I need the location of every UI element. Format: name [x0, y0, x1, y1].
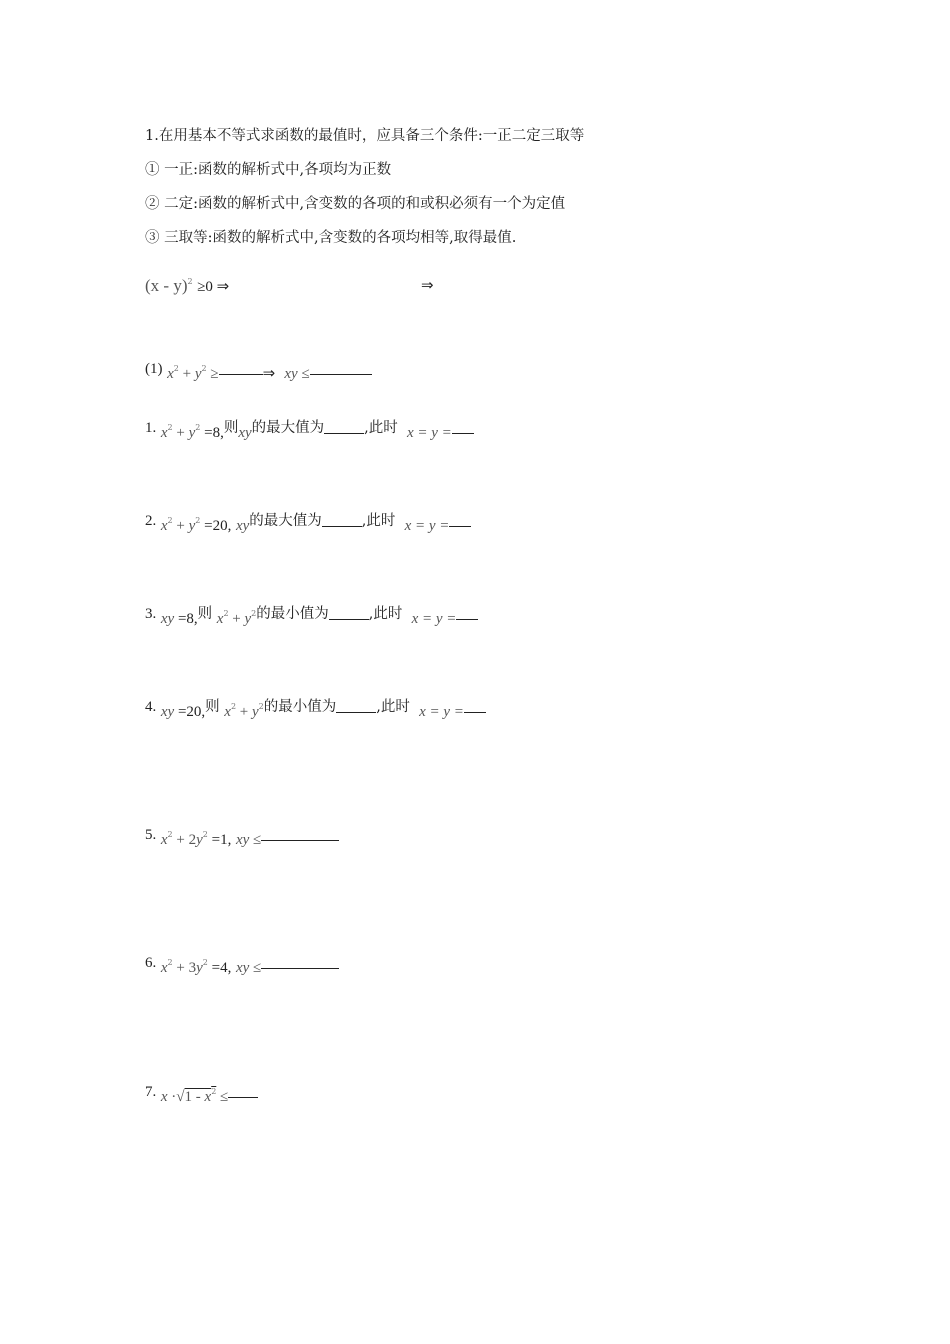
- ask-text: 的最大值为: [251, 420, 325, 436]
- then-text: 则: [205, 699, 220, 715]
- condition: =1,: [207, 832, 232, 848]
- var-y: y: [188, 518, 196, 534]
- var-x: x: [160, 832, 168, 848]
- exponent: 2: [167, 423, 173, 432]
- le: ≤: [249, 960, 262, 976]
- condition: =20,: [174, 704, 206, 720]
- exponent: 2: [202, 830, 208, 839]
- formula-1: [145, 362, 372, 382]
- exponent: 2: [223, 609, 229, 618]
- tail-text: ,此时: [364, 420, 398, 436]
- var-xy: xy: [235, 960, 250, 976]
- question-6: [145, 956, 339, 976]
- formula-xy: xy: [284, 366, 298, 382]
- exponent: 2: [230, 702, 237, 711]
- question-3: [145, 607, 478, 627]
- condition: =8,: [200, 425, 224, 441]
- exp-y: 2: [201, 364, 207, 373]
- question-2: [145, 514, 471, 534]
- question-4: [145, 700, 486, 720]
- condition-3: ③ 三取等:函数的解析式中,含变数的各项均相等,取得最值.: [145, 230, 517, 246]
- ask-text: 的最小值为: [256, 606, 329, 622]
- x-equals-y: x = y =: [404, 518, 450, 534]
- condition: =4,: [207, 960, 232, 976]
- formula-arrow: ⇒: [262, 366, 276, 382]
- tail-text: ,此时: [376, 699, 410, 715]
- question-number: 3.: [145, 606, 157, 622]
- answer-blank[interactable]: [228, 1097, 258, 1098]
- plus-coef: + 3: [172, 960, 197, 976]
- question-1: [145, 421, 474, 441]
- le: ≤: [249, 832, 262, 848]
- x-equals-y: x = y =: [411, 611, 457, 627]
- answer-blank[interactable]: [261, 840, 339, 841]
- radicand: [185, 1089, 217, 1105]
- var-y: y: [252, 704, 259, 720]
- exponent: 2: [167, 830, 173, 839]
- var-xy: xy: [160, 611, 175, 627]
- question-number: 1.: [145, 420, 157, 436]
- var-x: x: [160, 518, 168, 534]
- answer-blank[interactable]: [310, 374, 372, 375]
- var-xy: xy: [238, 425, 252, 441]
- formula-plus: +: [178, 366, 195, 382]
- formula-y: y: [194, 366, 202, 382]
- exponent: 2: [195, 423, 201, 432]
- var-xy: xy: [160, 704, 175, 720]
- answer-blank[interactable]: [464, 712, 486, 713]
- answer-blank[interactable]: [219, 374, 263, 375]
- var-y: y: [188, 425, 196, 441]
- exponent: 2: [202, 958, 208, 967]
- plus-coef: + 2: [172, 832, 197, 848]
- question-5: [145, 828, 339, 848]
- question-number: 6.: [145, 955, 157, 971]
- x-equals-y: x = y =: [419, 704, 464, 720]
- exponent: 2: [195, 516, 201, 525]
- var-x: x: [216, 611, 224, 627]
- condition-2: ② 二定:函数的解析式中,含变数的各项的和或积必须有一个为定值: [145, 196, 566, 212]
- square-exponent: 2: [187, 277, 193, 286]
- then-text: 则: [197, 606, 213, 622]
- var-xy: xy: [235, 518, 250, 534]
- dot: ·: [167, 1089, 177, 1105]
- answer-blank[interactable]: [261, 968, 339, 969]
- ask-text: 的最大值为: [249, 513, 322, 529]
- implies-arrow: ⇒: [421, 278, 434, 294]
- one-minus: 1 -: [184, 1089, 205, 1105]
- condition-1: ① 一正:函数的解析式中,各项均为正数: [145, 162, 392, 178]
- answer-blank[interactable]: [322, 526, 362, 527]
- ask-text: 的最小值为: [263, 699, 337, 715]
- var-x: x: [204, 1089, 212, 1105]
- var-y: y: [196, 832, 203, 848]
- square-base: (x - y): [145, 276, 188, 295]
- tail-text: ,此时: [361, 513, 396, 529]
- condition: =20,: [200, 518, 232, 534]
- answer-blank[interactable]: [452, 433, 474, 434]
- var-x: x: [224, 704, 231, 720]
- exponent: 2: [167, 516, 173, 525]
- var-x: x: [160, 425, 168, 441]
- answer-blank[interactable]: [456, 619, 478, 620]
- formula-ge: ≥: [206, 366, 219, 382]
- question-number: 2.: [145, 513, 157, 529]
- then-text: 则: [223, 420, 239, 436]
- answer-blank[interactable]: [324, 433, 364, 434]
- question-number: 5.: [145, 827, 157, 843]
- plus: +: [236, 704, 252, 720]
- plus: +: [172, 518, 189, 534]
- question-number: 7.: [145, 1084, 157, 1100]
- x-equals-y: x = y =: [406, 425, 452, 441]
- condition: =8,: [174, 611, 198, 627]
- le: ≤: [216, 1089, 229, 1105]
- sqrt-sign: √: [176, 1089, 185, 1105]
- var-x: x: [160, 1089, 168, 1105]
- exponent: 2: [211, 1087, 217, 1096]
- exponent: 2: [258, 702, 264, 711]
- var-y: y: [244, 611, 252, 627]
- plus: +: [172, 425, 189, 441]
- var-x: x: [160, 960, 168, 976]
- exp-x: 2: [173, 364, 179, 373]
- var-y: y: [196, 960, 203, 976]
- answer-blank[interactable]: [449, 526, 471, 527]
- question-number: 4.: [145, 699, 157, 715]
- formula-label: (1): [145, 361, 163, 377]
- nonneg-implies: ≥0 ⇒: [197, 279, 230, 295]
- answer-blank[interactable]: [329, 619, 369, 620]
- answer-blank[interactable]: [336, 712, 376, 713]
- exponent: 2: [251, 609, 257, 618]
- formula-le: ≤: [297, 366, 310, 382]
- var-xy: xy: [235, 832, 250, 848]
- plus: +: [228, 611, 245, 627]
- tail-text: ,此时: [368, 606, 403, 622]
- exponent: 2: [167, 958, 173, 967]
- question-7: [145, 1085, 258, 1105]
- formula-x: x: [167, 366, 174, 382]
- intro-title: 1.在用基本不等式求函数的最值时，应具备三个条件:一正二定三取等: [145, 128, 585, 144]
- square-inequality: [145, 276, 434, 295]
